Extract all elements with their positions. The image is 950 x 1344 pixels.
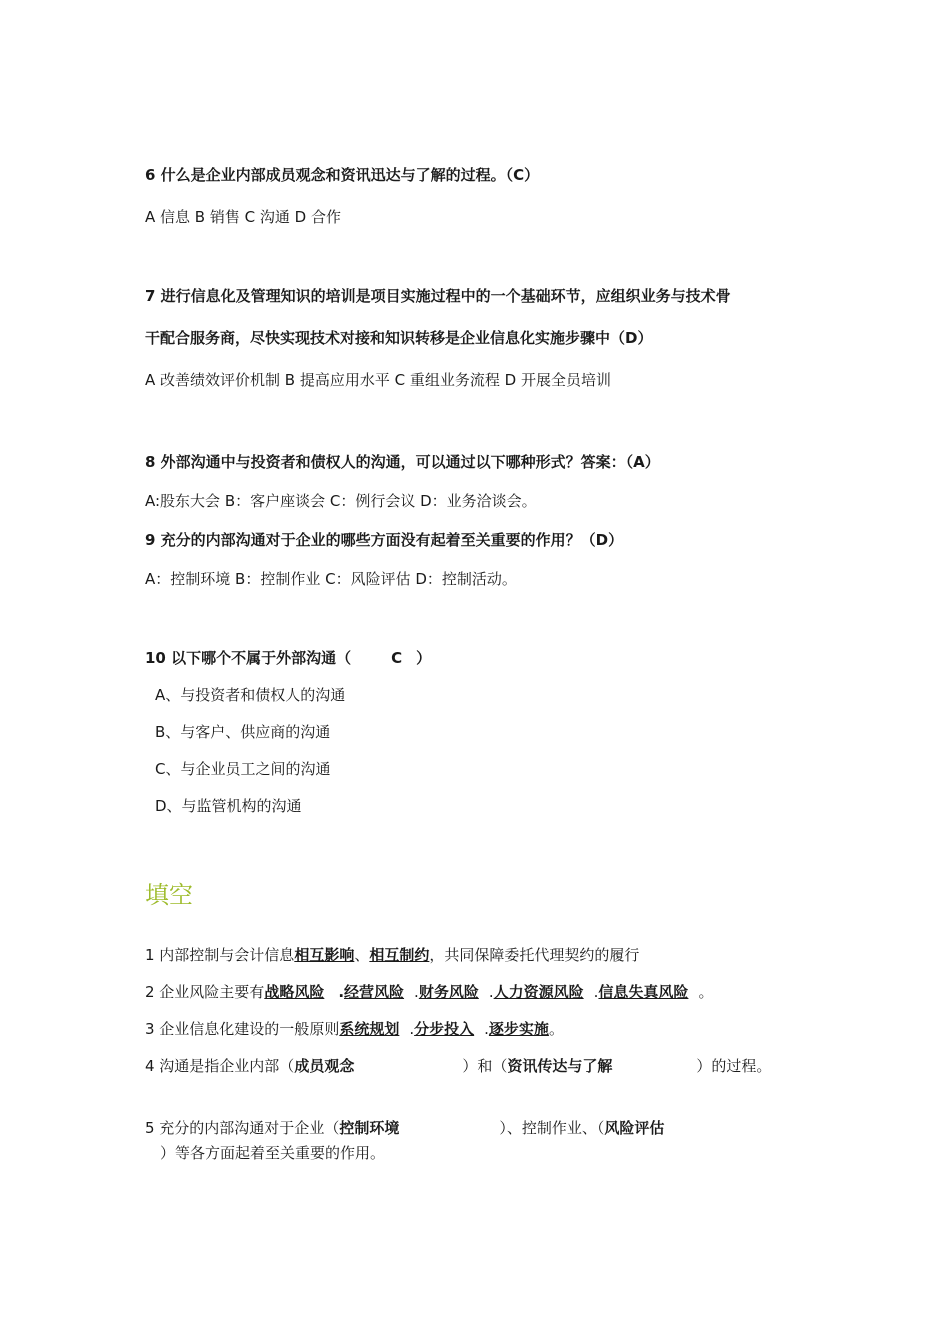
fill-2-post: 。 — [698, 983, 714, 1001]
fill-4-answer-1: 成员观念 — [294, 1057, 355, 1075]
fill-2-answer-1: 战略风险 — [264, 983, 325, 1001]
fill-5-pre: 5 充分的内部沟通对于企业（ — [145, 1119, 340, 1137]
fill-4-answer-2: 资讯传达与了解 — [507, 1057, 613, 1075]
fill-5-answer-1: 控制环境 — [339, 1119, 400, 1137]
fill-1 — [145, 945, 639, 965]
fill-3-pre: 3 企业信息化建设的一般原则 — [145, 1020, 340, 1038]
question-9-options: A：控制环境 B：控制作业 C：风险评估 D：控制活动。 — [145, 570, 517, 588]
fill-2-answer-5: 信息失真风险 — [598, 983, 689, 1001]
fill-4-post: ）的过程。 — [696, 1057, 772, 1075]
fill-1-pre: 1 内部控制与会计信息 — [145, 946, 295, 964]
question-8-options: A:股东大会 B：客户座谈会 C：例行会议 D：业务洽谈会。 — [145, 492, 537, 510]
question-9-stem: 9 充分的内部沟通对于企业的哪些方面没有起着至关重要的作用？（D） — [145, 531, 624, 549]
fill-2-answer-2: 经营风险 — [344, 983, 405, 1001]
fill-4-mid: ）和（ — [462, 1057, 508, 1075]
section-heading-fill: 填空 — [145, 881, 193, 909]
fill-1-post: ，共同保障委托代理契约的履行 — [429, 946, 640, 964]
question-10-stem — [145, 648, 431, 668]
fill-3-answer-3: 逐步实施 — [488, 1020, 549, 1038]
fill-2-answer-3: 财务风险 — [418, 983, 479, 1001]
fill-1-sep: 、 — [354, 946, 370, 964]
fill-1-answer-2: 相互制约 — [369, 946, 430, 964]
question-7-stem-line-2: 干配合服务商，尽快实现技术对接和知识转移是企业信息化实施步骤中（D） — [145, 329, 653, 347]
fill-3-answer-1: 系统规划 — [339, 1020, 400, 1038]
question-10-stem-text: 10 以下哪个不属于外部沟通（ — [145, 649, 352, 667]
fill-4-pre: 4 沟通是指企业内部（ — [145, 1057, 295, 1075]
question-8-stem: 8 外部沟通中与投资者和债权人的沟通，可以通过以下哪种形式？答案：（A） — [145, 453, 660, 471]
fill-5 — [145, 1118, 664, 1138]
fill-5-answer-2: 风险评估 — [604, 1119, 665, 1137]
question-10-option-d: D、与监管机构的沟通 — [155, 797, 302, 815]
question-7-stem-line-1: 7 进行信息化及管理知识的培训是项目实施过程中的一个基础环节，应组织业务与技术骨 — [145, 287, 731, 305]
question-10-answer: C — [391, 649, 403, 667]
fill-4 — [145, 1056, 771, 1076]
fill-5-mid: ）、控制作业、（ — [499, 1119, 605, 1137]
fill-3-post: 。 — [548, 1020, 564, 1038]
fill-3: 3 企业信息化建设的一般原则系统规划 .分步投入 .逐步实施。 — [145, 1020, 564, 1038]
fill-2: 2 企业风险主要有战略风险 .经营风险 .财务风险 .人力资源风险 .信息失真风险 。 — [145, 983, 714, 1001]
question-6-options: A 信息 B 销售 C 沟通 D 合作 — [145, 208, 341, 226]
question-10-option-c: C、与企业员工之间的沟通 — [155, 760, 331, 778]
question-10-option-b: B、与客户、供应商的沟通 — [155, 723, 331, 741]
fill-1-answer-1: 相互影响 — [294, 946, 355, 964]
fill-2-pre: 2 企业风险主要有 — [145, 983, 265, 1001]
fill-5-line-2: ）等各方面起着至关重要的作用。 — [160, 1144, 386, 1162]
fill-2-answer-4: 人力资源风险 — [493, 983, 584, 1001]
fill-3-answer-2: 分步投入 — [414, 1020, 475, 1038]
question-7-options: A 改善绩效评价机制 B 提高应用水平 C 重组业务流程 D 开展全员培训 — [145, 371, 611, 389]
question-10-option-a: A、与投资者和债权人的沟通 — [155, 686, 346, 704]
question-6-stem: 6 什么是企业内部成员观念和资讯迅达与了解的过程。（C） — [145, 166, 540, 184]
question-10-close: ） — [416, 649, 432, 667]
